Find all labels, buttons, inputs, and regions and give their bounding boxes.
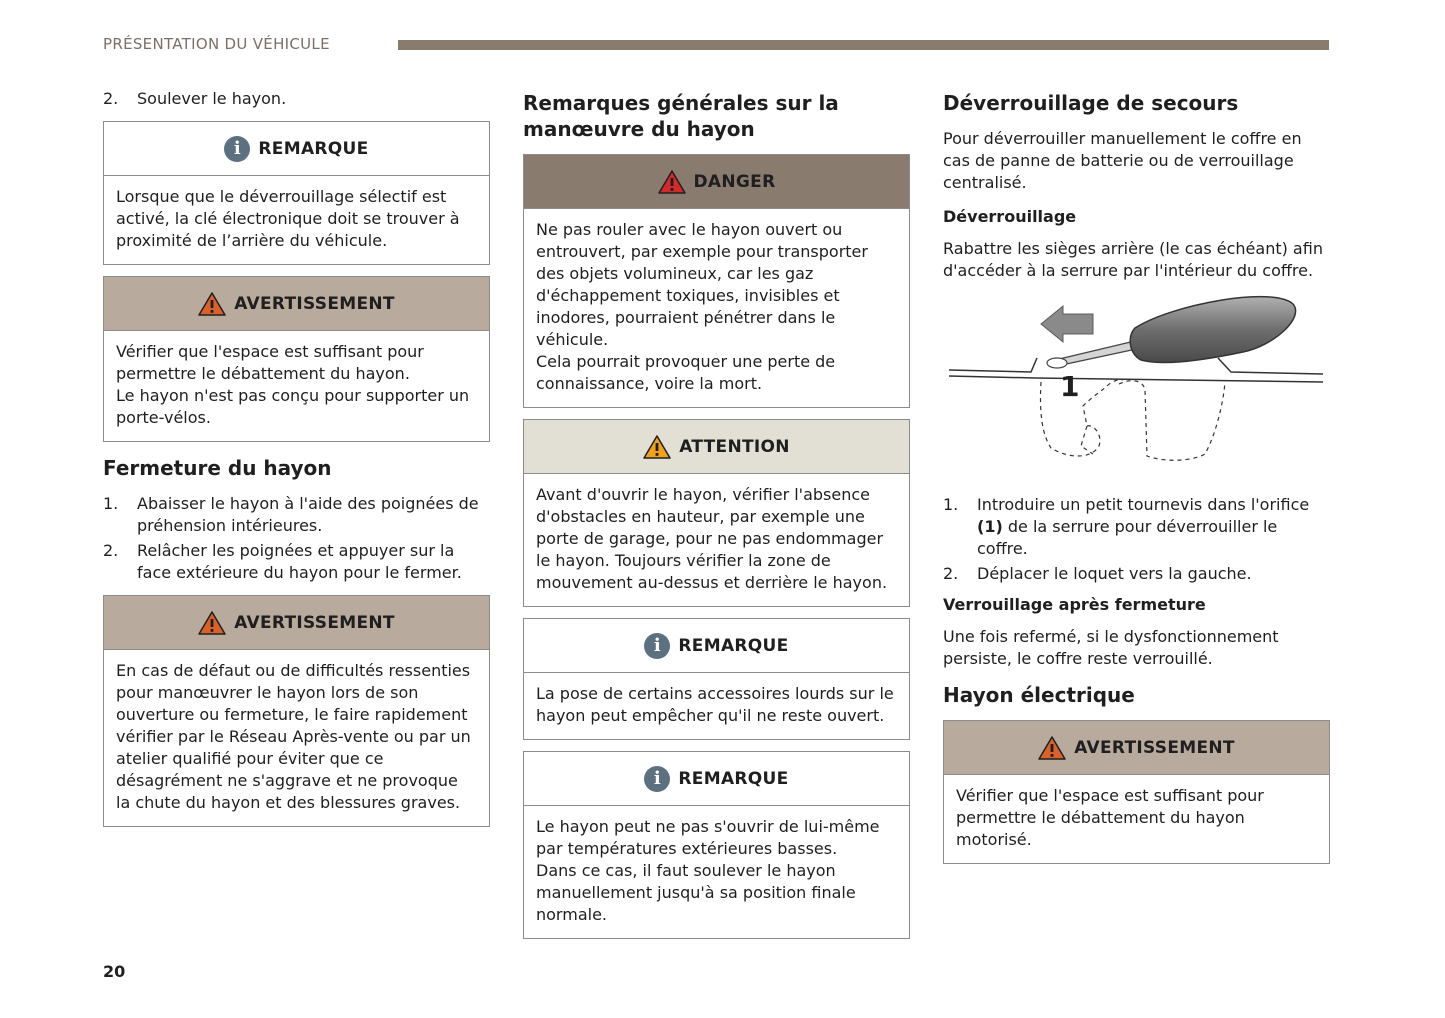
unlock-subtitle: Déverrouillage	[943, 207, 1077, 226]
note-label: REMARQUE	[678, 635, 789, 656]
note-text: La pose de certains accessoires lourds sur le hayon peut empêcher qu'il ne reste ouvert.	[536, 684, 894, 725]
warning-label: AVERTISSEMENT	[234, 612, 395, 633]
page-number: 20	[103, 962, 126, 981]
lock-illustration	[943, 286, 1330, 486]
note-body	[524, 806, 909, 938]
warning-body	[944, 775, 1329, 863]
step-number: 2.	[943, 564, 959, 583]
note-text: Lorsque que le déverrouillage sélectif est activé, la clé électronique doit se trouver à proximité de l’arrière du véhicule.	[116, 187, 460, 250]
emergency-unlock-title: Déverrouillage de secours	[943, 91, 1239, 115]
danger-line: Cela pourrait provoquer une perte de connaissance, voire la mort.	[536, 352, 836, 393]
warning-text: En cas de défaut ou de difficultés ressenties pour manœuvrer le hayon lors de son ouverture ou fermeture, le faire rapidement vérifier par le Réseau Après-vente ou par un atelier qualifié pour éviter que ce désagrément ne s'aggrave et ne provoque la chute du hayon et des blessures graves.	[116, 661, 471, 812]
danger-triangle-icon	[658, 170, 686, 194]
warning-header	[104, 596, 489, 650]
warning-triangle-icon	[1038, 736, 1066, 760]
warning-text: Vérifier que l'espace est suffisant pour permettre le débattement du hayon motorisé.	[956, 786, 1264, 849]
danger-label: DANGER	[693, 171, 776, 192]
step-text: Soulever le hayon.	[137, 89, 287, 108]
closing-steps	[103, 493, 490, 584]
info-icon: i	[644, 633, 670, 659]
step-number: 1.	[943, 495, 959, 514]
unlock-text: Rabattre les sièges arrière (le cas échéant) afin d'accéder à la serrure par l'intérieur du coffre.	[943, 239, 1323, 280]
warning-body	[104, 650, 489, 826]
warning-triangle-icon	[198, 611, 226, 635]
emergency-intro: Pour déverrouiller manuellement le coffre en cas de panne de batterie ou de verrouillage centralisé.	[943, 129, 1302, 192]
step-text: Relâcher les poignées et appuyer sur la face extérieure du hayon pour le fermer.	[137, 541, 462, 582]
step-text: Déplacer le loquet vers la gauche.	[977, 564, 1252, 583]
figure-label: 1	[1060, 370, 1080, 403]
warning-box	[103, 276, 490, 442]
step-ref: (1)	[977, 517, 1003, 536]
step-number: 1.	[103, 494, 119, 513]
note-label: REMARQUE	[258, 138, 369, 159]
danger-header	[524, 155, 909, 209]
attention-label: ATTENTION	[679, 436, 790, 457]
danger-line: Ne pas rouler avec le hayon ouvert ou entrouvert, par exemple pour transporter des objets volumineux, car les gaz d'échappement toxiques, invisibles et inodores, pourraient pénétrer dans le véhicule.	[536, 220, 868, 349]
closing-title: Fermeture du hayon	[103, 456, 332, 480]
header-bar	[398, 40, 1329, 50]
attention-text: Avant d'ouvrir le hayon, vérifier l'absence d'obstacles en hauteur, par exemple une porte de garage, pour ne pas endommager le hayon. Toujours vérifier la zone de mouvement au-dessus et derrière le hayon.	[536, 485, 888, 592]
warning-header	[104, 277, 489, 331]
note-box	[103, 121, 490, 265]
warning-line: Le hayon n'est pas conçu pour supporter un porte-vélos.	[116, 386, 470, 427]
step-item	[103, 540, 490, 584]
relock-text: Une fois refermé, si le dysfonctionnement persiste, le coffre reste verrouillé.	[943, 627, 1279, 668]
step-item	[103, 493, 490, 537]
note-label: REMARQUE	[678, 768, 789, 789]
attention-header	[524, 420, 909, 474]
step-item	[943, 563, 1330, 585]
note-line: Dans ce cas, il faut soulever le hayon manuellement jusqu'à sa position finale normale.	[536, 861, 856, 924]
note-line: Le hayon peut ne pas s'ouvrir de lui-même par températures extérieures basses.	[536, 817, 880, 858]
relock-subtitle: Verrouillage après fermeture	[943, 595, 1206, 614]
section-header: PRÉSENTATION DU VÉHICULE	[103, 35, 330, 53]
note-header	[524, 619, 909, 673]
general-remarks-title: Remarques générales sur la manœuvre du hayon	[523, 91, 839, 141]
step-text: de la serrure pour déverrouiller le coffre.	[977, 517, 1278, 558]
info-icon: i	[644, 766, 670, 792]
unlock-steps	[943, 494, 1330, 585]
step-item	[943, 494, 1330, 560]
note-body	[104, 176, 489, 264]
danger-body	[524, 209, 909, 407]
column-1	[103, 88, 490, 838]
column-3	[943, 88, 1330, 875]
step-text: Abaisser le hayon à l'aide des poignées de préhension intérieures.	[137, 494, 479, 535]
warning-label: AVERTISSEMENT	[1074, 737, 1235, 758]
warning-line: Vérifier que l'espace est suffisant pour permettre le débattement du hayon.	[116, 342, 424, 383]
steps-open	[103, 88, 490, 110]
attention-box	[523, 419, 910, 607]
warning-header	[944, 721, 1329, 775]
info-icon: i	[224, 136, 250, 162]
electric-tailgate-title: Hayon électrique	[943, 683, 1135, 707]
warning-box	[943, 720, 1330, 864]
step-number: 2.	[103, 541, 119, 560]
attention-triangle-icon	[643, 435, 671, 459]
step-text: Introduire un petit tournevis dans l'orifice	[977, 495, 1310, 514]
danger-box	[523, 154, 910, 408]
screwdriver-lock-illustration	[943, 286, 1330, 486]
warning-triangle-icon	[198, 292, 226, 316]
note-header	[104, 122, 489, 176]
warning-body	[104, 331, 489, 441]
warning-label: AVERTISSEMENT	[234, 293, 395, 314]
column-2	[523, 88, 910, 950]
attention-body	[524, 474, 909, 606]
step-number: 2.	[103, 89, 119, 108]
note-header	[524, 752, 909, 806]
warning-box	[103, 595, 490, 827]
note-box	[523, 618, 910, 740]
note-body	[524, 673, 909, 739]
note-box	[523, 751, 910, 939]
step-item	[103, 88, 490, 110]
